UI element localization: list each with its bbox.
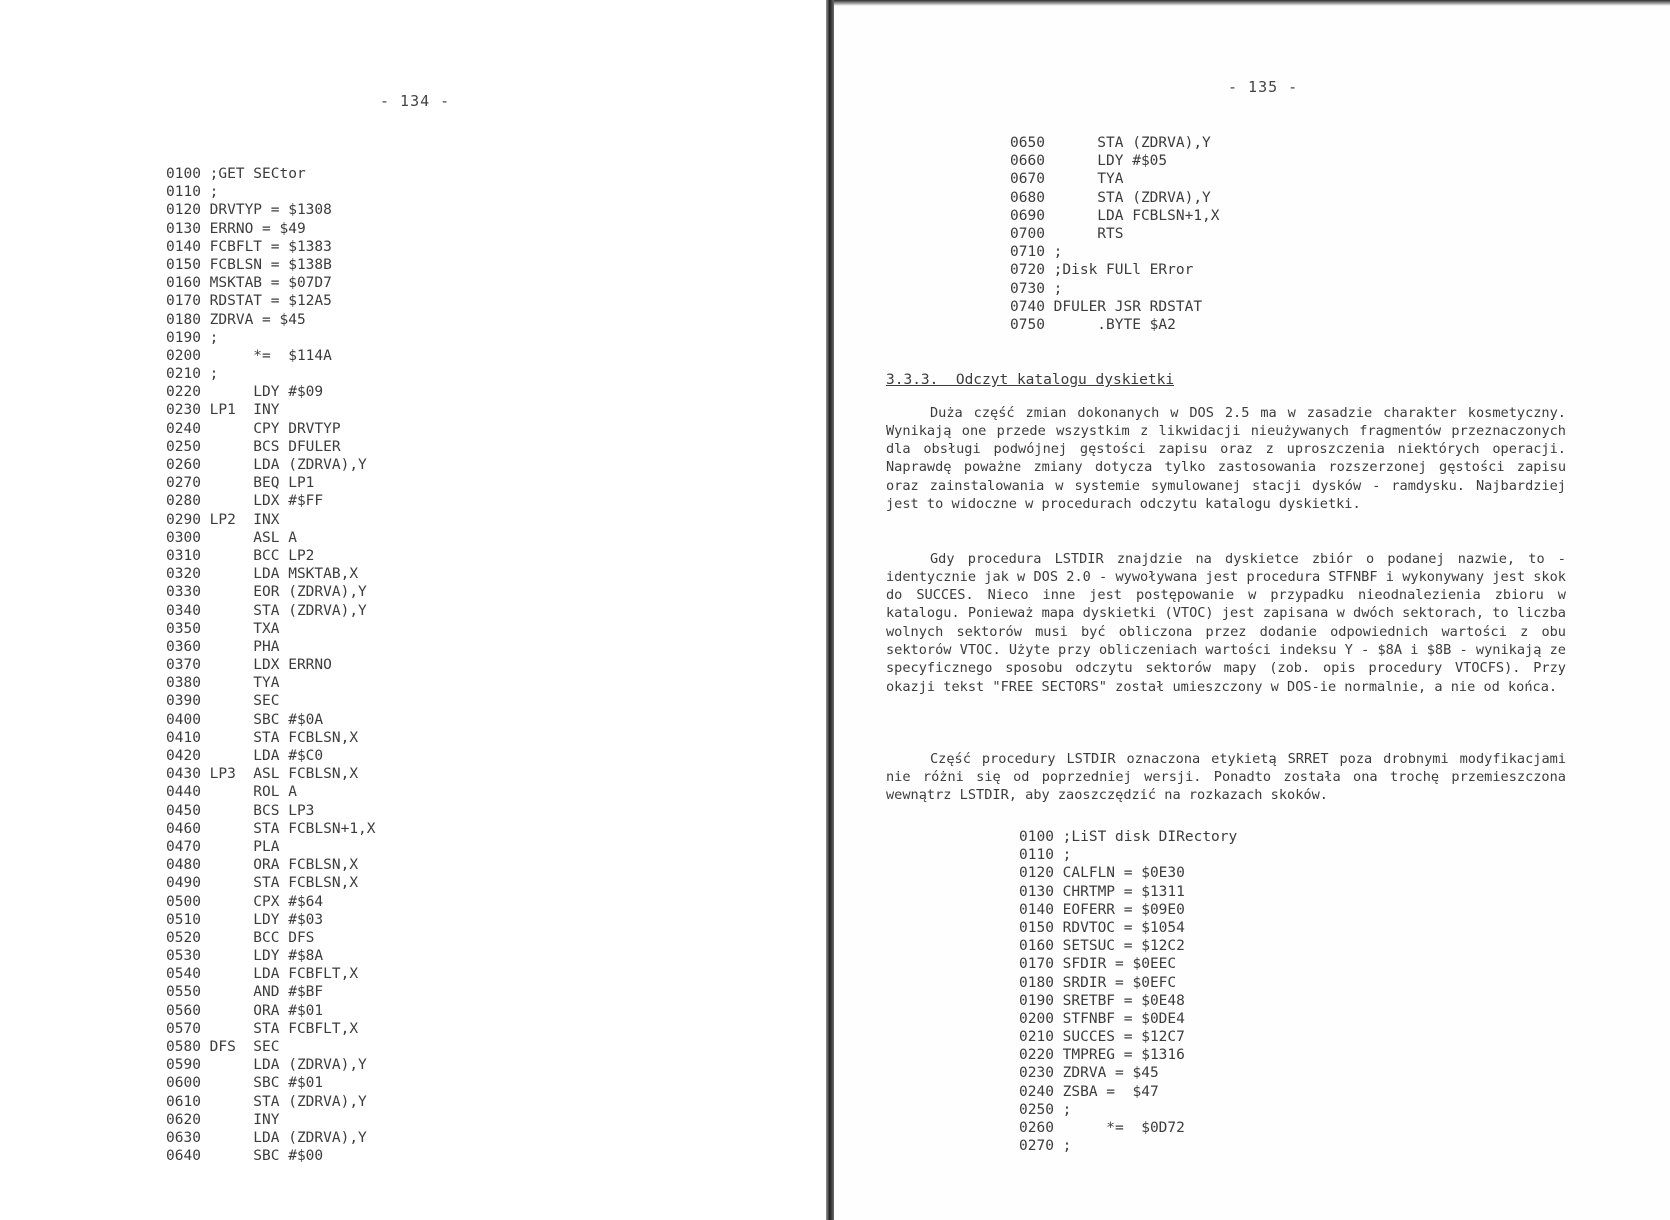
code-line: 0690 LDA FCBLSN+1,X [1010,207,1220,224]
code-line: 0680 STA (ZDRVA),Y [1010,189,1211,206]
code-line: 0150 RDVTOC = $1054 [1019,919,1185,936]
code-line: 0250 BCS DFULER [166,438,341,455]
paragraph-3: Część procedury LSTDIR oznaczona etykietą SRRET poza drobnymi modyfikacjami nie różni się od poprzedniej wersji. Ponadto została ona trochę przemieszczona wewnątrz LSTDIR, aby zaoszczędzić na rozkazach skoków. [886,750,1566,804]
code-line: 0140 FCBFLT = $1383 [166,238,332,255]
code-line: 0280 LDX #$FF [166,493,324,510]
code-line: 0630 LDA (ZDRVA),Y [166,1129,367,1146]
code-line: 0130 ERRNO = $49 [166,220,306,237]
code-line: 0150 FCBLSN = $138B [166,256,332,273]
book-gutter [826,0,834,1220]
code-line: 0210 SUCCES = $12C7 [1019,1029,1185,1046]
code-line: 0180 ZDRVA = $45 [166,311,306,328]
code-line: 0720 ;Disk FULl ERror [1010,262,1194,279]
code-line: 0500 CPX #$64 [166,893,324,910]
page-number-135: - 135 - [1228,78,1299,96]
right-page [834,0,1670,1220]
code-line: 0610 STA (ZDRVA),Y [166,1093,367,1110]
page-number-134: - 134 - [380,92,451,110]
code-line: 0180 SRDIR = $0EFC [1019,974,1177,991]
code-line: 0230 LP1 INY [166,402,280,419]
code-line: 0240 CPY DRVTYP [166,420,341,437]
code-line: 0660 LDY #$05 [1010,153,1168,170]
code-line: 0410 STA FCBLSN,X [166,729,359,746]
code-line: 0370 LDX ERRNO [166,657,332,674]
code-line: 0490 STA FCBLSN,X [166,875,359,892]
code-line: 0380 TYA [166,675,280,692]
code-line: 0270 BEQ LP1 [166,475,315,492]
code-listing-list-directory [1019,828,1237,1155]
code-line: 0270 ; [1019,1138,1072,1155]
code-line: 0730 ; [1010,280,1063,297]
code-line: 0470 PLA [166,838,280,855]
section-heading: 3.3.3. Odczyt katalogu dyskietki [886,372,1175,388]
code-line: 0430 LP3 ASL FCBLSN,X [166,766,359,783]
code-line: 0460 STA FCBLSN+1,X [166,820,376,837]
page-top-shadow [834,0,1670,6]
code-line: 0110 ; [1019,847,1072,864]
code-line: 0120 CALFLN = $0E30 [1019,865,1185,882]
code-line: 0710 ; [1010,244,1063,261]
code-line: 0700 RTS [1010,225,1124,242]
paragraph-2: Gdy procedura LSTDIR znajdzie na dyskietce zbiór o podanej nazwie, to - identycznie jak w DOS 2.0 - wywoływana jest procedura STFNBF i wykonywany jest skok do SUCCES. Nieco inne jest postępowanie w przypadku nieodnalezienia zbioru w katalogu. Ponieważ mapa dyskietki (VTOC) jest zapisana w dwóch sektorach, to liczba wolnych sektorów musi być obliczona przez dodanie odpowiednich wartości z obu sektorów VTOC. Użyte przy obliczeniach wartości indeksu Y - $8A i $8B - wynikają ze specyficznego sposobu odczytu sektorów mapy (zob. opis procedury VTOCFS). Przy okazji tekst "FREE SECTORS" został umieszczony w DOS-ie normalnie, a nie od końca. [886,550,1566,695]
code-line: 0290 LP2 INX [166,511,280,528]
code-line: 0170 SFDIR = $0EEC [1019,956,1177,973]
code-line: 0100 ;LiST disk DIRectory [1019,829,1238,845]
code-line: 0190 ; [166,329,219,346]
code-line: 0170 RDSTAT = $12A5 [166,293,332,310]
code-line: 0230 ZDRVA = $45 [1019,1065,1159,1082]
code-line: 0220 TMPREG = $1316 [1019,1047,1185,1064]
code-line: 0480 ORA FCBLSN,X [166,857,359,874]
code-line: 0390 SEC [166,693,280,710]
code-line: 0520 BCC DFS [166,929,315,946]
code-line: 0350 TXA [166,620,280,637]
code-line: 0310 BCC LP2 [166,547,315,564]
code-line: 0560 ORA #$01 [166,1002,324,1019]
code-line: 0340 STA (ZDRVA),Y [166,602,367,619]
code-line: 0540 LDA FCBFLT,X [166,966,359,983]
left-page [0,0,826,1220]
code-line: 0110 ; [166,184,219,201]
code-line: 0160 SETSUC = $12C2 [1019,938,1185,955]
code-line: 0160 MSKTAB = $07D7 [166,275,332,292]
code-line: 0210 ; [166,366,219,383]
code-line: 0550 AND #$BF [166,984,324,1001]
paragraph-1: Duża część zmian dokonanych w DOS 2.5 ma w zasadzie charakter kosmetyczny. Wynikają one przede wszystkim z likwidacji nieużywanych fragmentów przeznaczonych dla obsługi podwójnej gęstości zapisu oraz z uproszczenia niektórych operacji. Naprawdę poważne zmiany dotycza tylko zastosowania rozszerzonej gęstości zapisu oraz zainstalowania w systemie symulowanej stacji dysków - ramdysku. Najbardziej jest to widoczne w procedurach odczytu katalogu dyskietki. [886,404,1566,513]
code-line: 0650 STA (ZDRVA),Y [1010,135,1211,151]
code-listing-get-sector [166,165,376,1165]
code-line: 0530 LDY #$8A [166,948,324,965]
code-line: 0140 EOFERR = $09E0 [1019,901,1185,918]
code-line: 0100 ;GET SECtor [166,166,306,182]
code-line: 0510 LDY #$03 [166,911,324,928]
code-line: 0740 DFULER JSR RDSTAT [1010,298,1203,315]
code-line: 0120 DRVTYP = $1308 [166,202,332,219]
code-line: 0600 SBC #$01 [166,1075,324,1092]
code-line: 0200 *= $114A [166,347,332,364]
code-line: 0220 LDY #$09 [166,384,324,401]
code-line: 0330 EOR (ZDRVA),Y [166,584,367,601]
code-line: 0590 LDA (ZDRVA),Y [166,1057,367,1074]
code-line: 0440 ROL A [166,784,297,801]
code-line: 0420 LDA #$C0 [166,748,324,764]
code-line: 0240 ZSBA = $47 [1019,1083,1159,1100]
code-line: 0640 SBC #$00 [166,1148,324,1165]
code-line: 0250 ; [1019,1101,1072,1118]
code-line: 0320 LDA MSKTAB,X [166,566,359,583]
code-line: 0450 BCS LP3 [166,802,315,819]
code-line: 0750 .BYTE $A2 [1010,316,1176,333]
code-line: 0130 CHRTMP = $1311 [1019,883,1185,900]
code-line: 0570 STA FCBFLT,X [166,1020,359,1037]
code-line: 0260 *= $0D72 [1019,1120,1185,1136]
code-line: 0400 SBC #$0A [166,711,324,728]
code-line: 0260 LDA (ZDRVA),Y [166,457,367,473]
code-line: 0190 SRETBF = $0E48 [1019,992,1185,1009]
code-line: 0300 ASL A [166,529,297,546]
code-line: 0200 STFNBF = $0DE4 [1019,1010,1185,1027]
code-line: 0620 INY [166,1111,280,1128]
code-line: 0670 TYA [1010,171,1124,188]
code-line: 0360 PHA [166,638,280,655]
code-line: 0580 DFS SEC [166,1039,280,1055]
code-listing-continuation [1010,134,1220,334]
